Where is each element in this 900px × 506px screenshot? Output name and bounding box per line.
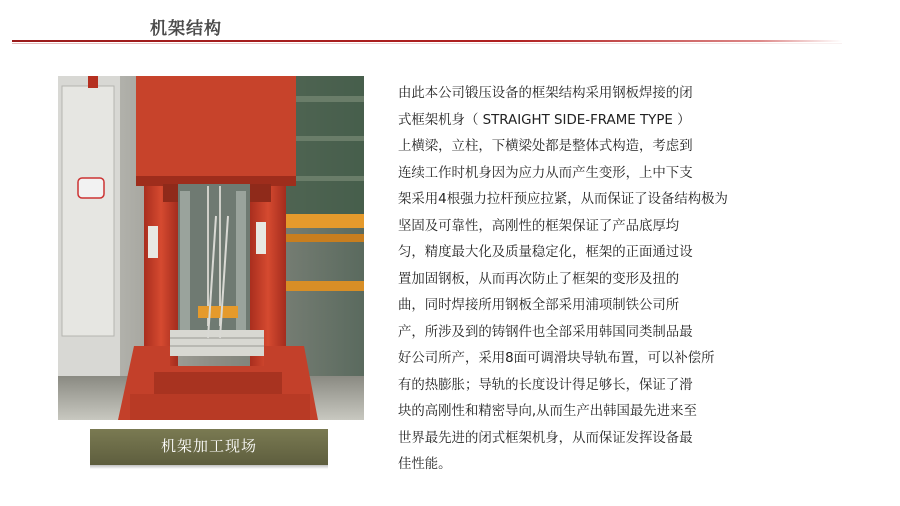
title-divider-shadow [12,43,842,44]
description-line: 式框架机身（ STRAIGHT SIDE-FRAME TYPE ） [398,112,691,128]
description-line: 产，所涉及到的铸钢件也全部采用韩国同类制品最 [398,324,693,340]
description-line: 上横梁，立柱，下横梁处都是整体式构造，考虑到 [398,139,693,154]
description-line: 有的热膨胀；导轨的长度设计得足够长，保证了滑 [398,377,693,393]
photo-caption: 机架加工现场 [90,429,328,465]
description-line: 世界最先进的闭式框架机身，从而保证发挥设备最 [398,430,693,446]
description-line: 连续工作时机身因为应力从而产生变形，上中下支 [398,165,693,181]
description-line: 置加固钢板，从而再次防止了框架的变形及扭的 [398,271,680,287]
description-line: 佳性能。 [398,457,452,472]
description-line: 坚固及可靠性，高刚性的框架保证了产品底厚均 [398,218,680,234]
description-line: 块的高刚性和精密导向,从而生产出韩国最先进来至 [398,404,697,419]
machine-frame-photo [58,76,364,420]
description-line: 匀，精度最大化及质量稳定化，框架的正面通过设 [398,245,693,260]
title-divider [12,40,842,42]
description-line: 曲，同时焊接所用钢板全部采用浦项制铁公司所 [398,298,680,313]
description-line: 由此本公司锻压设备的框架结构采用钢板焊接的闭 [398,86,693,101]
description-line: 好公司所产，采用8面可调滑块导轨布置，可以补偿所 [398,351,715,366]
description-paragraph [398,81,778,479]
description-line: 架采用4根强力拉杆预应拉紧，从而保证了设备结构极为 [398,192,728,207]
page-title: 机架结构 [150,19,222,39]
